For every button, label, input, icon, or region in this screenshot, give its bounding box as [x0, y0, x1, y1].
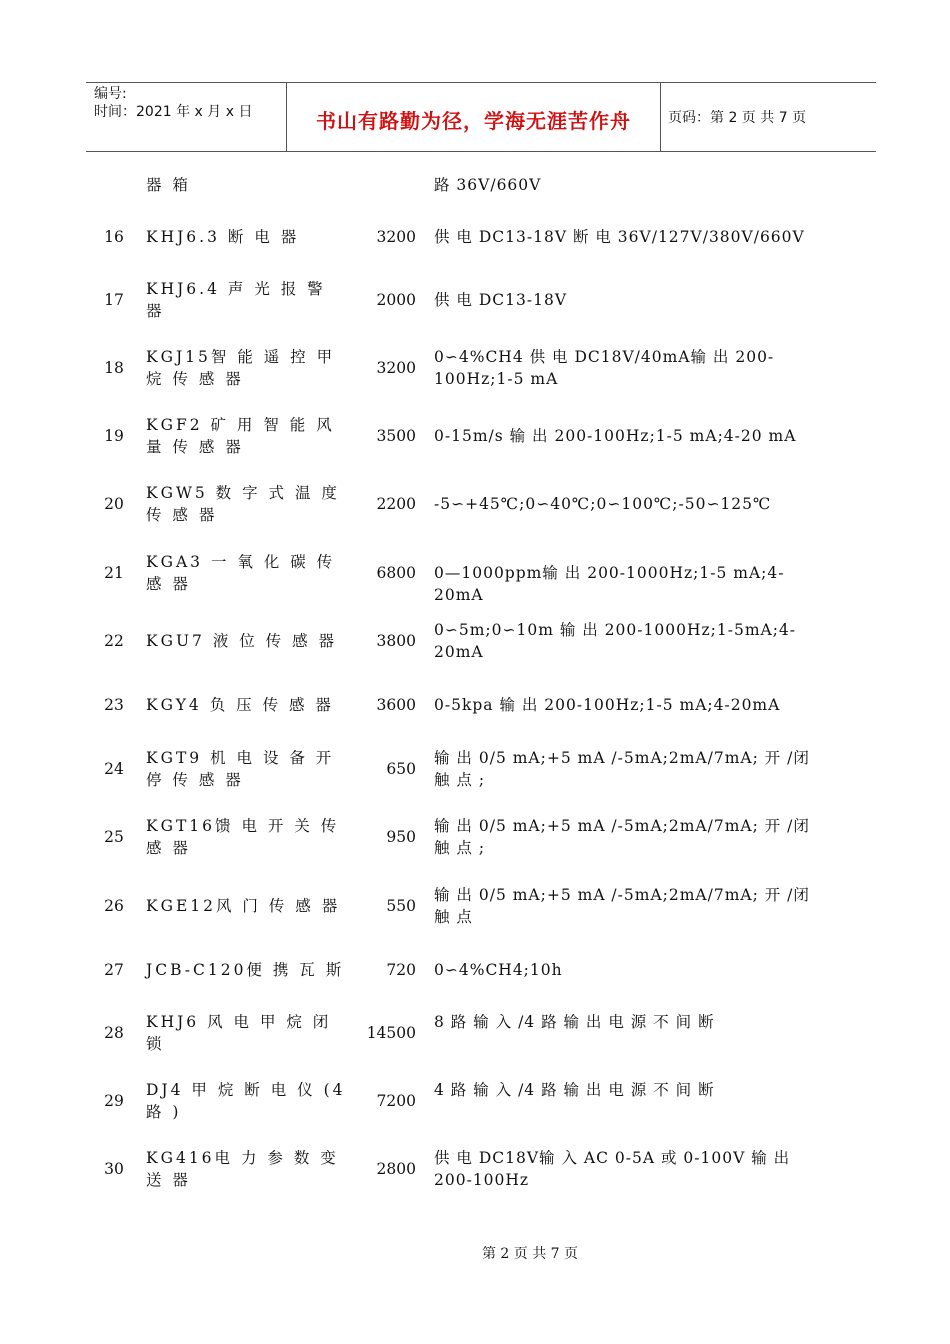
product-name: KGU7 液 位 传 感 器 — [146, 632, 338, 650]
product-price: 3500 — [376, 427, 416, 445]
row-number: 28 — [104, 1024, 124, 1042]
page-header — [86, 82, 876, 152]
header-page-number: 页码：第 2 页 共 7 页 — [668, 110, 807, 126]
product-spec: 4 路 输 入 /4 路 输 出 电 源 不 间 断 — [434, 1081, 715, 1099]
product-price: 650 — [386, 760, 416, 778]
product-name: KGY4 负 压 传 感 器 — [146, 696, 334, 714]
product-price: 14500 — [366, 1024, 416, 1042]
product-price: 2800 — [376, 1160, 416, 1178]
product-price: 3200 — [376, 228, 416, 246]
product-spec: 0—1000ppm输 出 200-1000Hz;1-5 mA;4-20mA — [434, 564, 785, 604]
row-number: 26 — [104, 897, 124, 915]
row-number: 24 — [104, 760, 124, 778]
page-footer: 第 2 页 共 7 页 — [481, 1246, 579, 1262]
product-spec: 输 出 0/5 mA;+5 mA /-5mA;2mA/7mA; 开 /闭 触 点 — [434, 886, 810, 926]
row-number: 27 — [104, 961, 124, 979]
product-spec: 供 电 DC18V输 入 AC 0-5A 或 0-100V 输 出 200-100Hz — [434, 1149, 791, 1189]
product-name: KG416电 力 参 数 变 送 器 — [146, 1149, 339, 1189]
product-spec: 8 路 输 入 /4 路 输 出 电 源 不 间 断 — [434, 1013, 715, 1031]
product-name: KHJ6.3 断 电 器 — [146, 228, 300, 246]
row-number: 23 — [104, 696, 124, 714]
product-name: KGE12风 门 传 感 器 — [146, 897, 341, 915]
document-number-label: 编号: — [94, 86, 127, 102]
row-number: 25 — [104, 828, 124, 846]
row-number: 30 — [104, 1160, 124, 1178]
product-spec: 供 电 DC13-18V 断 电 36V/127V/380V/660V — [434, 228, 805, 246]
product-name: JCB-C120便 携 瓦 斯 — [146, 961, 345, 979]
product-price: 2000 — [376, 291, 416, 309]
product-spec: 路 36V/660V — [434, 176, 542, 194]
header-motto: 书山有路勤为径，学海无涯苦作舟 — [316, 109, 631, 133]
row-number: 17 — [104, 291, 124, 309]
product-spec: 输 出 0/5 mA;+5 mA /-5mA;2mA/7mA; 开 /闭 触 点 ; — [434, 817, 810, 857]
product-name: 器 箱 — [146, 176, 191, 194]
product-name: KGA3 一 氧 化 碳 传 感 器 — [146, 553, 336, 593]
product-price: 3200 — [376, 359, 416, 377]
row-number: 20 — [104, 495, 124, 513]
product-price: 3600 — [376, 696, 416, 714]
product-spec: 0-5kpa 输 出 200-100Hz;1-5 mA;4-20mA — [434, 696, 781, 714]
row-number: 21 — [104, 564, 124, 582]
row-number: 29 — [104, 1092, 124, 1110]
product-price: 550 — [386, 897, 416, 915]
product-name: KGT16馈 电 开 关 传 感 器 — [146, 817, 340, 857]
product-price: 950 — [386, 828, 416, 846]
product-price: 3800 — [376, 632, 416, 650]
document-time-label: 时间：2021 年 x 月 x 日 — [94, 104, 253, 120]
product-price: 7200 — [376, 1092, 416, 1110]
product-spec: 供 电 DC13-18V — [434, 291, 568, 309]
product-name: KGJ15智 能 遥 控 甲 烷 传 感 器 — [146, 348, 336, 388]
product-spec: -5∽+45℃;0∽40℃;0∽100℃;-50∽125℃ — [434, 495, 772, 513]
product-spec: 0-15m/s 输 出 200-100Hz;1-5 mA;4-20 mA — [434, 427, 797, 445]
product-spec: 0∽5m;0∽10m 输 出 200-1000Hz;1-5mA;4-20mA — [434, 621, 797, 661]
row-number: 16 — [104, 228, 124, 246]
product-spec: 0∽4%CH4;10h — [434, 961, 563, 979]
header-meta — [94, 85, 284, 121]
row-number: 18 — [104, 359, 124, 377]
product-name: KHJ6 风 电 甲 烷 闭 锁 — [146, 1013, 332, 1053]
product-spec: 输 出 0/5 mA;+5 mA /-5mA;2mA/7mA; 开 /闭 触 点 ; — [434, 749, 810, 789]
product-name: KHJ6.4 声 光 报 警 器 — [146, 280, 326, 320]
product-price: 720 — [386, 961, 416, 979]
product-spec: 0∽4%CH4 供 电 DC18V/40mA输 出 200-100Hz;1-5 mA — [434, 348, 775, 388]
product-name: KGF2 矿 用 智 能 风 量 传 感 器 — [146, 416, 335, 456]
header-divider — [660, 83, 661, 151]
product-price: 6800 — [376, 564, 416, 582]
product-name: DJ4 甲 烷 断 电 仪 (4 路 ) — [146, 1081, 346, 1121]
product-name: KGW5 数 字 式 温 度 传 感 器 — [146, 484, 340, 524]
product-price: 2200 — [376, 495, 416, 513]
row-number: 22 — [104, 632, 124, 650]
row-number: 19 — [104, 427, 124, 445]
product-name: KGT9 机 电 设 备 开 停 传 感 器 — [146, 749, 335, 789]
